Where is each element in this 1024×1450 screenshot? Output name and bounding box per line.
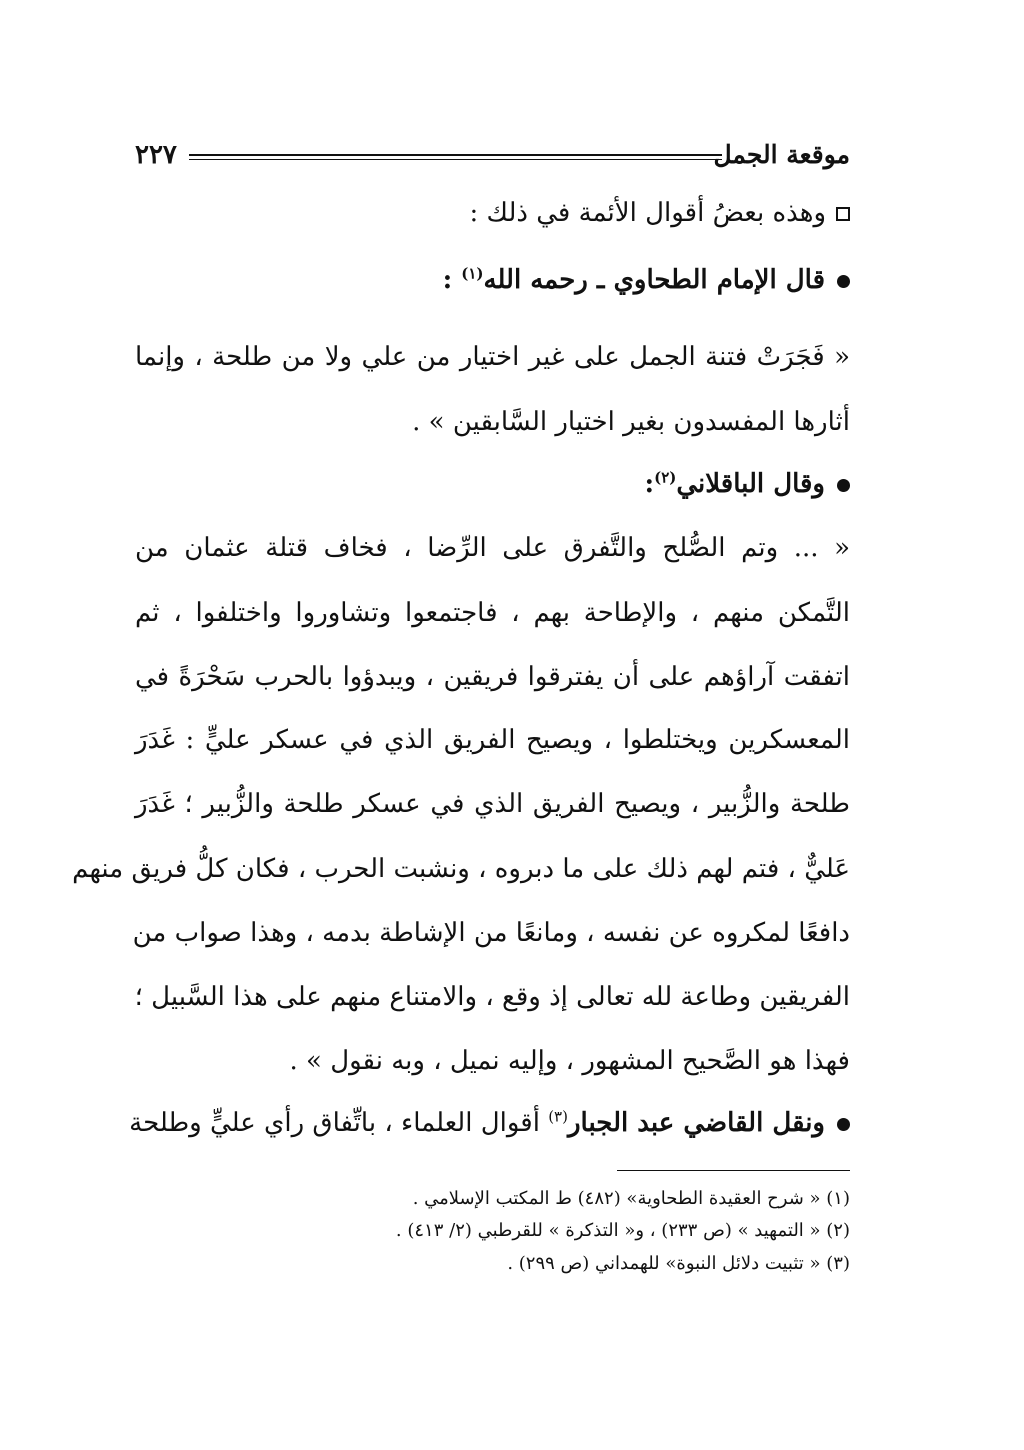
baqillani-quote-line-2: التَّمكن منهم ، والإطاحة بهم ، فاجتمعوا وتشاوروا واختلفوا ، ثم	[135, 598, 850, 628]
baqillani-heading-tail: :	[644, 469, 655, 499]
footnote-divider	[617, 1170, 850, 1171]
tahawi-quote-line-1: « فَجَرَتْ فتنة الجمل على غير اختيار من علي ولا من طلحة ، وإنما	[135, 342, 850, 372]
intro-line	[135, 196, 850, 230]
baqillani-quote-line-1: « ... وتم الصُّلح والتَّفرق على الرِّضا ، فخاف قتلة عثمان من	[135, 533, 850, 563]
footnote-2: (٢) « التمهيد » (ص ٢٣٣) ، و« التذكرة » للقرطبي (٢/ ٤١٣) .	[395, 1220, 850, 1241]
abduljabbar-heading-text: ونقل القاضي عبد الجبار	[567, 1108, 825, 1138]
baqillani-quote-line-5: طلحة والزُّبير ، ويصيح الفريق الذي في عسكر طلحة والزُّبير ؛ غَدَرَ	[135, 789, 850, 819]
baqillani-quote-line-6: عَليٌّ ، فتم لهم ذلك على ما دبروه ، ونشبت الحرب ، فكان كلُّ فريق منهم	[72, 854, 850, 884]
bullet-icon	[837, 275, 850, 288]
abduljabbar-line-text: أقوال العلماء ، باتِّفاق رأي عليٍّ وطلحة	[129, 1108, 549, 1138]
tahawi-heading-tail: :	[442, 265, 462, 295]
baqillani-heading	[135, 467, 850, 501]
baqillani-quote-line-4: المعسكرين ويختلطوا ، ويصيح الفريق الذي في عسكر عليٍّ : غَدَرَ	[135, 725, 850, 755]
baqillani-quote-line-7: دافعًا لمكروه عن نفسه ، ومانعًا من الإشاطة بدمه ، وهذا صواب من	[132, 918, 850, 948]
baqillani-quote-line-9: فهذا هو الصَّحيح المشهور ، وإليه نميل ، وبه نقول » .	[289, 1046, 850, 1076]
intro-text: وهذه بعضُ أقوال الأئمة في ذلك :	[469, 198, 826, 228]
tahawi-heading	[135, 263, 850, 297]
bullet-icon	[837, 479, 850, 492]
bullet-icon	[837, 1118, 850, 1131]
baqillani-heading-text: وقال الباقلاني	[676, 469, 825, 499]
header-rule	[189, 154, 722, 156]
tahawi-heading-text: قال الإمام الطحاوي ـ رحمه الله	[483, 265, 825, 295]
footnote-1: (١) « شرح العقيدة الطحاوية» (٤٨٢) ط المكتب الإسلامي .	[412, 1188, 850, 1209]
baqillani-quote-line-8: الفريقين وطاعة لله تعالى إذ وقع ، والامتناع منهم على هذا السَّبيل ؛	[134, 982, 850, 1012]
page-number: ٢٢٧	[135, 140, 177, 170]
footnote-ref-3: (٣)	[548, 1107, 568, 1126]
baqillani-quote-line-3: اتفقت آراؤهم على أن يفترقوا فريقين ، ويبدؤوا بالحرب سَحْرَةً في	[135, 662, 850, 692]
footnote-ref-1: (١)	[461, 264, 484, 283]
tahawi-quote-line-2: أثارها المفسدون بغير اختيار السَّابقين » .	[412, 407, 850, 437]
square-bullet-icon	[836, 207, 850, 221]
footnote-ref-2: (٢)	[654, 468, 677, 487]
chapter-title: موقعة الجمل	[713, 140, 850, 169]
page-header	[135, 138, 850, 178]
abduljabbar-line	[129, 1106, 850, 1140]
footnote-3: (٣) « تثبيت دلائل النبوة» للهمداني (ص ٢٩٩) .	[507, 1253, 850, 1274]
